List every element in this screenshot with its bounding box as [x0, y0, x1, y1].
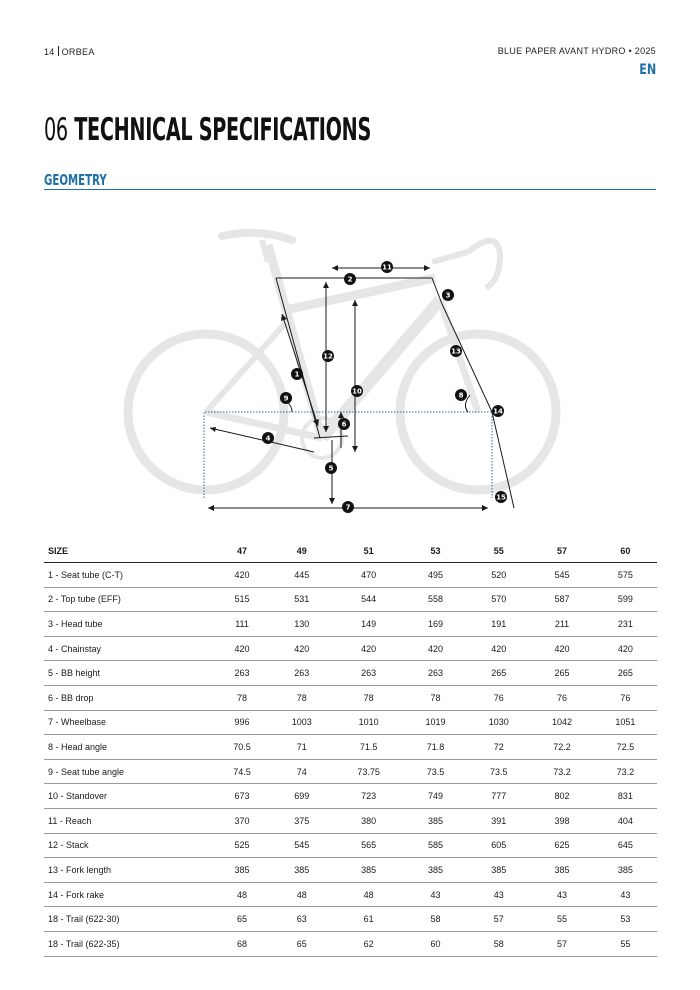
table-cell: 385 — [333, 858, 403, 883]
table-cell: 391 — [467, 808, 530, 833]
dimension-badge — [381, 261, 393, 273]
table-cell: 74 — [270, 759, 333, 784]
row-label: 2 - Top tube (EFF) — [44, 587, 214, 612]
size-column-header: 47 — [214, 540, 270, 563]
badge-label: 14 — [493, 407, 503, 416]
badge-label: 6 — [341, 420, 347, 429]
table-cell: 385 — [530, 858, 593, 883]
table-cell: 645 — [594, 833, 657, 858]
row-label: 1 - Seat tube (C-T) — [44, 563, 214, 588]
dimension-badge — [351, 385, 363, 397]
top-tube-frame — [285, 275, 435, 310]
table-cell: 43 — [594, 882, 657, 907]
table-cell: 558 — [404, 587, 467, 612]
table-cell: 565 — [333, 833, 403, 858]
table-cell: 72.2 — [530, 735, 593, 760]
table-header-row — [44, 540, 657, 563]
table-cell: 263 — [214, 661, 270, 686]
dimension-badge — [342, 501, 354, 513]
table-cell: 63 — [270, 907, 333, 932]
table-cell: 420 — [214, 636, 270, 661]
table-cell: 231 — [594, 612, 657, 637]
table-cell: 525 — [214, 833, 270, 858]
size-column-header: 60 — [594, 540, 657, 563]
seat-tube — [268, 245, 322, 438]
badge-label: 12 — [323, 352, 333, 361]
badge-label: 2 — [347, 275, 353, 284]
table-cell: 58 — [467, 931, 530, 956]
table-cell: 420 — [214, 563, 270, 588]
table-cell: 111 — [214, 612, 270, 637]
section-number: 06 — [44, 112, 68, 148]
arrow — [208, 505, 214, 511]
badge-label: 9 — [283, 394, 289, 403]
table-cell: 385 — [270, 858, 333, 883]
handlebar — [468, 241, 500, 288]
table-cell: 1042 — [530, 710, 593, 735]
row-label: 11 - Reach — [44, 808, 214, 833]
table-cell: 65 — [270, 931, 333, 956]
table-cell: 495 — [404, 563, 467, 588]
stem — [432, 252, 468, 262]
table-cell: 57 — [467, 907, 530, 932]
row-label: 8 - Head angle — [44, 735, 214, 760]
row-label: 6 - BB drop — [44, 685, 214, 710]
row-label: 4 - Chainstay — [44, 636, 214, 661]
table-cell: 263 — [270, 661, 333, 686]
arrow — [323, 282, 329, 288]
table-cell: 265 — [594, 661, 657, 686]
table-row — [44, 685, 657, 710]
table-cell: 599 — [594, 587, 657, 612]
table-cell: 398 — [530, 808, 593, 833]
dimension-badge — [338, 418, 350, 430]
arrow — [352, 300, 358, 306]
table-cell: 545 — [530, 563, 593, 588]
table-cell: 625 — [530, 833, 593, 858]
table-cell: 385 — [404, 808, 467, 833]
table-cell: 1051 — [594, 710, 657, 735]
table-cell: 996 — [214, 710, 270, 735]
table-cell: 420 — [404, 636, 467, 661]
brand-name: ORBEA — [61, 47, 95, 57]
header-separator — [58, 46, 59, 56]
table-cell: 78 — [333, 685, 403, 710]
size-column-header: 53 — [404, 540, 467, 563]
table-cell: 78 — [270, 685, 333, 710]
table-cell: 76 — [467, 685, 530, 710]
table-cell: 169 — [404, 612, 467, 637]
table-cell: 544 — [333, 587, 403, 612]
table-row — [44, 784, 657, 809]
page-header-left — [44, 46, 95, 57]
table-row — [44, 563, 657, 588]
size-column-header: 51 — [333, 540, 403, 563]
dimension-badge — [455, 389, 467, 401]
row-label: 5 - BB height — [44, 661, 214, 686]
table-cell: 65 — [214, 907, 270, 932]
row-label: 12 - Stack — [44, 833, 214, 858]
table-cell: 73.5 — [404, 759, 467, 784]
table-cell: 1019 — [404, 710, 467, 735]
page-title — [44, 112, 371, 148]
dimension-badge — [291, 368, 303, 380]
row-label: 14 - Fork rake — [44, 882, 214, 907]
table-cell: 72.5 — [594, 735, 657, 760]
table-cell: 831 — [594, 784, 657, 809]
table-cell: 520 — [467, 563, 530, 588]
table-cell: 385 — [214, 858, 270, 883]
table-cell: 263 — [404, 661, 467, 686]
dimension-badge — [495, 491, 507, 503]
row-label: 13 - Fork length — [44, 858, 214, 883]
table-cell: 72 — [467, 735, 530, 760]
table-cell: 265 — [467, 661, 530, 686]
table-row — [44, 858, 657, 883]
table-cell: 74.5 — [214, 759, 270, 784]
table-cell: 605 — [467, 833, 530, 858]
table-cell: 749 — [404, 784, 467, 809]
table-cell: 73.2 — [530, 759, 593, 784]
badge-label: 1 — [294, 370, 300, 379]
table-cell: 48 — [214, 882, 270, 907]
row-label: 18 - Trail (622-30) — [44, 907, 214, 932]
arrow — [482, 505, 488, 511]
table-cell: 802 — [530, 784, 593, 809]
table-cell: 420 — [467, 636, 530, 661]
table-cell: 404 — [594, 808, 657, 833]
table-row — [44, 735, 657, 760]
section-heading: TECHNICAL SPECIFICATIONS — [74, 112, 371, 148]
table-cell: 370 — [214, 808, 270, 833]
table-cell: 375 — [270, 808, 333, 833]
dimension-badge — [492, 405, 504, 417]
table-row — [44, 587, 657, 612]
table-cell: 777 — [467, 784, 530, 809]
arrow — [424, 265, 430, 271]
row-label: 9 - Seat tube angle — [44, 759, 214, 784]
table-row — [44, 808, 657, 833]
arrow — [352, 446, 358, 452]
table-cell: 48 — [270, 882, 333, 907]
table-cell: 575 — [594, 563, 657, 588]
dimension-badge — [442, 289, 454, 301]
table-cell: 385 — [594, 858, 657, 883]
badge-label: 15 — [496, 493, 506, 502]
table-row — [44, 612, 657, 637]
document-title: BLUE PAPER AVANT HYDRO • 2025 — [497, 46, 656, 56]
table-cell: 55 — [530, 907, 593, 932]
dimension-badge — [344, 273, 356, 285]
table-cell: 191 — [467, 612, 530, 637]
table-cell: 53 — [594, 907, 657, 932]
table-cell: 1030 — [467, 710, 530, 735]
seatpost — [262, 240, 268, 262]
table-cell: 545 — [270, 833, 333, 858]
table-cell: 43 — [404, 882, 467, 907]
size-header: SIZE — [44, 540, 214, 563]
table-cell: 699 — [270, 784, 333, 809]
table-cell: 265 — [530, 661, 593, 686]
row-label: 10 - Standover — [44, 784, 214, 809]
geometry-table — [44, 540, 657, 957]
table-cell: 57 — [530, 931, 593, 956]
badge-label: 4 — [265, 434, 271, 443]
table-cell: 73.2 — [594, 759, 657, 784]
table-row — [44, 710, 657, 735]
geometry-diagram — [110, 215, 590, 525]
table-cell: 58 — [404, 907, 467, 932]
table-cell: 48 — [333, 882, 403, 907]
saddle — [222, 233, 292, 240]
table-cell: 73.5 — [467, 759, 530, 784]
table-cell: 61 — [333, 907, 403, 932]
table-cell: 570 — [467, 587, 530, 612]
table-cell: 420 — [270, 636, 333, 661]
row-label: 18 - Trail (622-35) — [44, 931, 214, 956]
dimension-badge — [280, 392, 292, 404]
badge-label: 13 — [451, 347, 461, 356]
table-cell: 445 — [270, 563, 333, 588]
table-cell: 78 — [214, 685, 270, 710]
table-cell: 211 — [530, 612, 593, 637]
size-column-header: 49 — [270, 540, 333, 563]
table-cell: 76 — [594, 685, 657, 710]
table-cell: 62 — [333, 931, 403, 956]
table-cell: 130 — [270, 612, 333, 637]
table-cell: 68 — [214, 931, 270, 956]
table-row — [44, 882, 657, 907]
table-cell: 515 — [214, 587, 270, 612]
arrow — [329, 498, 335, 504]
subsection-title: GEOMETRY — [44, 171, 107, 189]
table-cell: 71.5 — [333, 735, 403, 760]
badge-label: 11 — [382, 263, 392, 272]
arrow — [332, 265, 338, 271]
table-cell: 385 — [404, 858, 467, 883]
dimension-badge — [262, 432, 274, 444]
table-row — [44, 661, 657, 686]
table-cell: 43 — [530, 882, 593, 907]
table-cell: 385 — [467, 858, 530, 883]
bike-silhouette — [128, 233, 556, 490]
language-tag: EN — [638, 62, 656, 78]
table-cell: 380 — [333, 808, 403, 833]
table-cell: 73.75 — [333, 759, 403, 784]
dimension-badge — [322, 350, 334, 362]
table-cell: 673 — [214, 784, 270, 809]
table-cell: 585 — [404, 833, 467, 858]
badge-label: 7 — [345, 503, 351, 512]
table-cell: 43 — [467, 882, 530, 907]
row-label: 7 - Wheelbase — [44, 710, 214, 735]
table-cell: 55 — [594, 931, 657, 956]
table-cell: 71.8 — [404, 735, 467, 760]
table-cell: 78 — [404, 685, 467, 710]
table-cell: 71 — [270, 735, 333, 760]
table-row — [44, 833, 657, 858]
size-column-header: 57 — [530, 540, 593, 563]
page-number: 14 — [44, 47, 55, 57]
size-column-header: 55 — [467, 540, 530, 563]
badge-label: 10 — [352, 387, 362, 396]
table-cell: 470 — [333, 563, 403, 588]
fork-line — [442, 304, 492, 412]
dimension-badge — [450, 345, 462, 357]
table-cell: 531 — [270, 587, 333, 612]
table-cell: 263 — [333, 661, 403, 686]
subsection-divider — [44, 189, 656, 190]
table-cell: 76 — [530, 685, 593, 710]
geometry-table-body — [44, 563, 657, 957]
table-cell: 587 — [530, 587, 593, 612]
table-cell: 149 — [333, 612, 403, 637]
table-cell: 420 — [530, 636, 593, 661]
table-cell: 723 — [333, 784, 403, 809]
table-row — [44, 636, 657, 661]
badge-label: 3 — [445, 291, 451, 300]
table-cell: 420 — [594, 636, 657, 661]
table-row — [44, 907, 657, 932]
table-cell: 420 — [333, 636, 403, 661]
table-cell: 60 — [404, 931, 467, 956]
badge-label: 8 — [458, 391, 464, 400]
table-cell: 1003 — [270, 710, 333, 735]
table-cell: 70.5 — [214, 735, 270, 760]
table-row — [44, 759, 657, 784]
table-cell: 1010 — [333, 710, 403, 735]
row-label: 3 - Head tube — [44, 612, 214, 637]
dimension-badge — [325, 462, 337, 474]
table-row — [44, 931, 657, 956]
badge-label: 5 — [328, 464, 334, 473]
